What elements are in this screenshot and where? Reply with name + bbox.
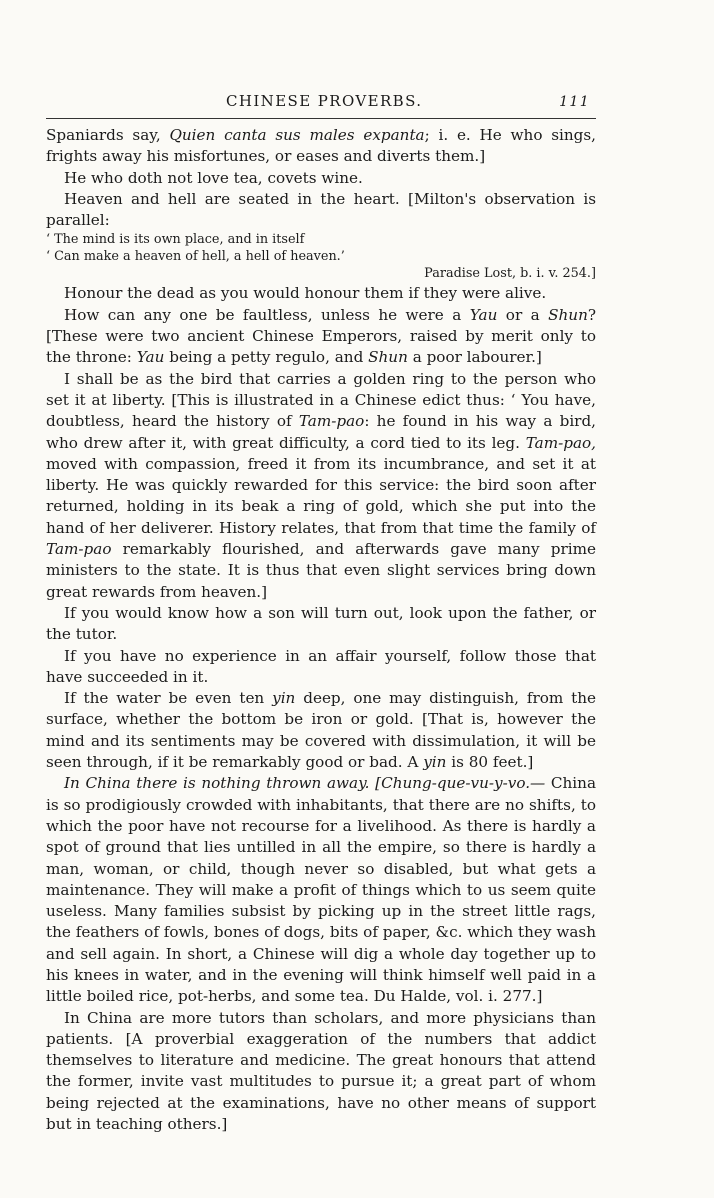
- proverb: If you have no experience in an affair yourself, follow those that have succeeded in it.: [46, 646, 596, 686]
- proverb: In China are more tutors than scholars, and more physicians than patients. [A proverbial exaggeration of the numbers that addict themselves to literature and medicine. The great honours that attend the former, invite vast multitudes to pursue it; a great part of whom being rejected at the examinations, have no other means of support but in teaching others.]: [46, 1008, 596, 1134]
- proverb: Honour the dead as you would honour them if they were alive.: [64, 284, 547, 303]
- proverb: How can any one be faultless, unless he were a Yau or a Shun? [These were two ancient Chinese Emperors, raised by merit only to the throne: Yau being a petty regulo, and Shun a poor labourer.]: [46, 305, 597, 367]
- header-rule: [46, 118, 596, 119]
- proverb: I shall be as the bird that carries a golden ring to the person who set it at liberty. [This is illustrated in a Chinese edict thus: ‘ You have, doubtless, heard the history of Tam-pao: he found in his way a bird, who drew after it, with great difficulty, a cord tied to its leg. Tam-pao, moved with compassion, freed it from its incumbrance, and set it at liberty. He was quickly rewarded for this service: the bird soon after returned, holding in its beak a ring of gold, which she put into the hand of her deliverer. History relates, that from that time the family of Tam-pao remarkably flourished, and afterwards gave many prime ministers to the state. It is thus that even slight services bring down great rewards from heaven.]: [46, 369, 596, 601]
- running-title: CHINESE PROVERBS.: [226, 92, 423, 110]
- page-number: 111: [559, 94, 590, 110]
- verse-line: ‘ The mind is its own place, and in itself: [46, 232, 305, 248]
- proverb: Heaven and hell are seated in the heart. [Milton's observation is parallel:: [46, 189, 596, 230]
- page-body: [46, 125, 596, 1135]
- proverb: He who doth not love tea, covets wine.: [64, 168, 363, 187]
- verse-citation: Paradise Lost, b. i. v. 254.]: [424, 266, 596, 282]
- proverb: In China there is nothing thrown away. [Chung-que-vu-y-vo.— China is so prodigiously crowded with inhabitants, that there are no shifts, to which the poor have not recourse for a livelihood. As there is hardly a spot of ground that lies untilled in all the empire, so there is hardly a man, woman, or child, though never so disabled, but what gets a maintenance. They will make a profit of things which to us seem quite useless. Many families subsist by picking up in the street little rags, the feathers of fowls, bones of dogs, bits of paper, &c. which they wash and sell again. In short, a Chinese will dig a whole day together up to his knees in water, and in the evening will think himself well paid in a little boiled rice, pot-herbs, and some tea. Du Halde, vol. i. 277.]: [46, 774, 597, 1006]
- paragraph: Spaniards say, Quien canta sus males expanta; i. e. He who sings, frights away his misfortunes, or eases and diverts them.]: [46, 126, 597, 166]
- running-header: [46, 92, 596, 118]
- proverb: If you would know how a son will turn out, look upon the father, or the tutor.: [46, 603, 596, 644]
- book-page: [46, 92, 596, 1135]
- verse-line: ‘ Can make a heaven of hell, a hell of heaven.’: [46, 249, 345, 265]
- proverb: If the water be even ten yin deep, one may distinguish, from the surface, whether the bottom be iron or gold. [That is, however the mind and its sentiments may be covered with dissimulation, it will be seen through, if it be remarkably good or bad. A yin is 80 feet.]: [46, 689, 597, 772]
